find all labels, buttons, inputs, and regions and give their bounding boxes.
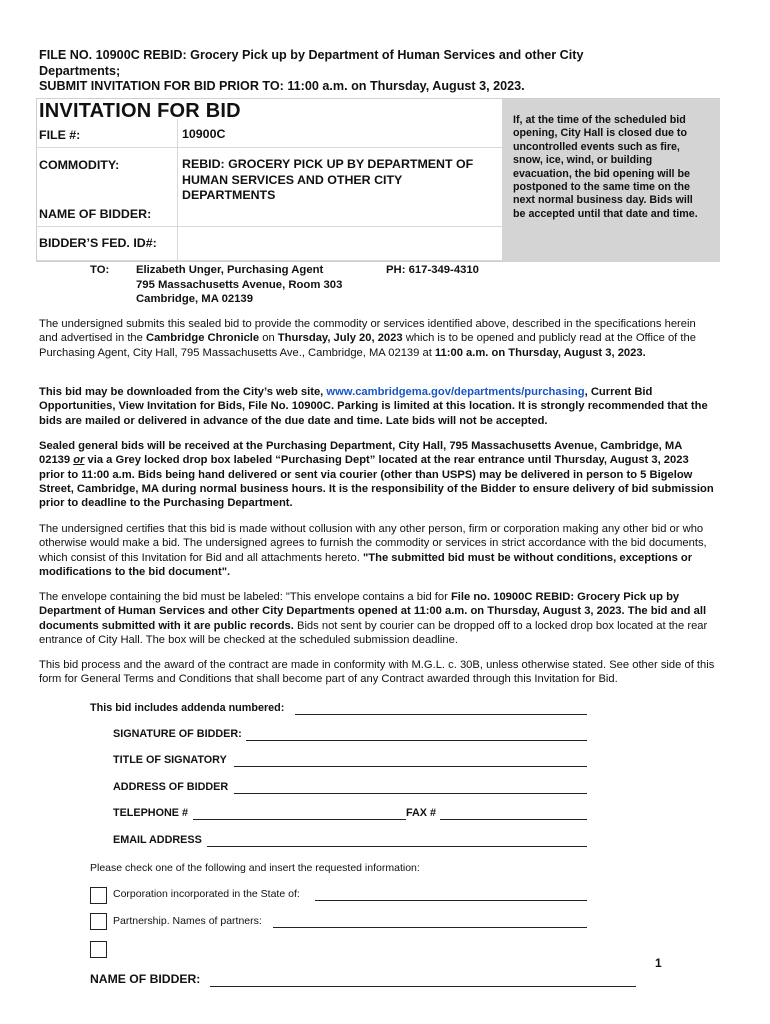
bidder-name-label: NAME OF BIDDER:	[39, 207, 152, 221]
notice-line: next normal business day. Bids will	[513, 194, 693, 207]
notice-line: evacuation, the bid opening will be	[513, 167, 690, 180]
recipient-city: Cambridge, MA 02139	[136, 293, 253, 305]
row-divider	[37, 260, 502, 261]
to-label: TO:	[90, 264, 110, 276]
notice-line: opening, City Hall is closed due to	[513, 127, 687, 140]
city-website-link[interactable]: www.cambridgema.gov/departments/purchasing	[326, 386, 585, 398]
text-span: The undersigned submits this sealed bid to provide the commodity or services identified above, described in the specifications herein and advertised in the	[39, 318, 696, 345]
file-label: FILE #:	[39, 128, 81, 142]
paragraph-envelope	[39, 590, 715, 647]
text-span: Sealed general bids will be received at the Purchasing Department, City Hall, 795 Massachusetts Avenue, Cambridge, MA 02139	[39, 440, 682, 467]
text-span: "The submitted bid must be without conditions, exceptions or modifications to the bid document".	[39, 551, 693, 578]
header-line-2: Departments;	[39, 63, 121, 78]
text-span: The envelope containing the bid must be labeled: "This envelope contains a bid for	[39, 591, 451, 603]
opening-date: 11:00 a.m. on Thursday, August 3, 2023.	[434, 346, 646, 359]
commodity-value	[182, 157, 473, 204]
paragraph-delivery	[39, 439, 715, 510]
text-span: Bids not sent by courier can be dropped off to a locked drop box located at the rear entrance of City Hall. The box will be checked at the scheduled submission deadline.	[39, 619, 708, 646]
address-field[interactable]	[234, 793, 587, 794]
fed-id-label: BIDDER’S FED. ID#:	[39, 236, 157, 250]
telephone-label: TELEPHONE #	[113, 807, 188, 819]
email-label: EMAIL ADDRESS	[113, 834, 202, 846]
email-field[interactable]	[207, 846, 587, 847]
text-span: via a Grey locked drop box labeled “Purchasing Dept” located at the rear entrance until Thursday, August 3, 2023 prior to 11:00 a.m. Bids being hand delivered or sent via courier (other than USPS) may be delivered in person to 5 Bigelow Street, Cambridge, MA during normal business hours. It is the responsibility of the Bidder to ensure delivery of bid submission prior to deadline to the Purchasing Department.	[39, 454, 714, 510]
text-span: which is to be opened and publicly read at the Office of the Purchasing Agent, City Hall, 795 Massachusetts Ave., Cambridge, MA 02139 at	[39, 332, 696, 359]
other-checkbox[interactable]	[90, 941, 107, 958]
document-header	[39, 48, 729, 95]
text-span: The undersigned certifies that this bid is made without collusion with any other person, firm or corporation making any other bid or who otherwise would make a bid. The undersigned agrees to furnish the commodity or services in strict accordance with the bid documents, which consist of this Invitation for Bid and all attachments hereto.	[39, 523, 707, 564]
corporation-checkbox[interactable]	[90, 887, 107, 904]
or-emphasis: or	[73, 454, 85, 467]
text-span: File no. 10900C REBID: Grocery Pick up by Department of Human Services and other City Departments opened at 11:00 a.m. on Thursday, August 3, 2023. The bid and all documents submitted with it are public records.	[39, 591, 707, 632]
fax-label: FAX #	[406, 807, 437, 819]
commodity-line: HUMAN SERVICES AND OTHER CITY	[182, 172, 403, 187]
recipient-address	[136, 263, 342, 307]
text-span: on	[259, 332, 278, 345]
row-divider	[37, 147, 502, 148]
header-line-3: SUBMIT INVITATION FOR BID PRIOR TO: 11:00 a.m. on Thursday, August 3, 2023.	[39, 79, 525, 93]
closure-notice	[513, 114, 713, 221]
text-span: , Current Bid Opportunities, View Invitation for Bids, File No. 10900C. Parking is limited at this location. It is strongly recommended that the bids are mailed or delivered in advance of the due date and time. Late bids will not be accepted.	[39, 386, 708, 427]
footer-bidder-field[interactable]	[210, 986, 636, 987]
address-label: ADDRESS OF BIDDER	[113, 781, 229, 793]
bidder-name-field[interactable]	[177, 203, 497, 225]
telephone-field[interactable]	[193, 819, 406, 820]
notice-line: be accepted until that date and time.	[513, 207, 698, 220]
partnership-checkbox[interactable]	[90, 913, 107, 930]
commodity-label: COMMODITY:	[39, 158, 120, 172]
addenda-field[interactable]	[295, 714, 587, 715]
paragraph-certification	[39, 522, 715, 579]
row-divider	[37, 226, 502, 227]
newspaper-name: Cambridge Chronicle	[145, 332, 260, 345]
partners-field[interactable]	[273, 927, 587, 928]
recipient-name: Elizabeth Unger, Purchasing Agent	[136, 264, 324, 276]
partnership-label: Partnership. Names of partners:	[113, 915, 262, 927]
notice-line: If, at the time of the scheduled bid	[513, 114, 686, 126]
recipient-street: 795 Massachusetts Avenue, Room 303	[136, 278, 343, 291]
title-label: TITLE OF SIGNATORY	[113, 754, 227, 766]
invitation-title: INVITATION FOR BID	[39, 100, 241, 122]
page-number: 1	[655, 956, 662, 970]
corporation-state-field[interactable]	[315, 900, 587, 901]
fed-id-field[interactable]	[177, 231, 497, 253]
notice-line: postponed to the same time on the	[513, 181, 690, 194]
footer-bidder-label: NAME OF BIDDER:	[90, 972, 201, 986]
corporation-label: Corporation incorporated in the State of:	[113, 888, 300, 900]
fax-field[interactable]	[440, 819, 587, 820]
file-value: 10900C	[182, 127, 226, 141]
paragraph-download	[39, 385, 715, 428]
commodity-line: DEPARTMENTS	[182, 188, 276, 202]
paragraph-submission	[39, 317, 715, 360]
notice-line: snow, ice, wind, or building	[513, 154, 653, 167]
commodity-line: REBID: GROCERY PICK UP BY DEPARTMENT OF	[182, 157, 474, 171]
header-line-1: FILE NO. 10900C REBID: Grocery Pick up by Department of Human Services and other City	[39, 48, 584, 62]
title-field[interactable]	[234, 766, 587, 767]
signature-field[interactable]	[246, 740, 587, 741]
notice-line: uncontrolled events such as fire,	[513, 140, 680, 153]
paragraph-conformity: This bid process and the award of the contract are made in conformity with M.G.L. c. 30B, unless otherwise stated. See other side of this form for General Terms and Conditions that shall become part of any Contract awarded through this Invitation for Bid.	[39, 659, 715, 686]
text-span: This bid may be downloaded from the City’s web site,	[39, 386, 327, 398]
signature-label: SIGNATURE OF BIDDER:	[113, 728, 242, 740]
entity-instruction: Please check one of the following and insert the requested information:	[90, 862, 420, 874]
addenda-label: This bid includes addenda numbered:	[90, 702, 285, 714]
advertised-date: Thursday, July 20, 2023	[277, 332, 403, 345]
recipient-phone: PH: 617-349-4310	[386, 264, 479, 276]
